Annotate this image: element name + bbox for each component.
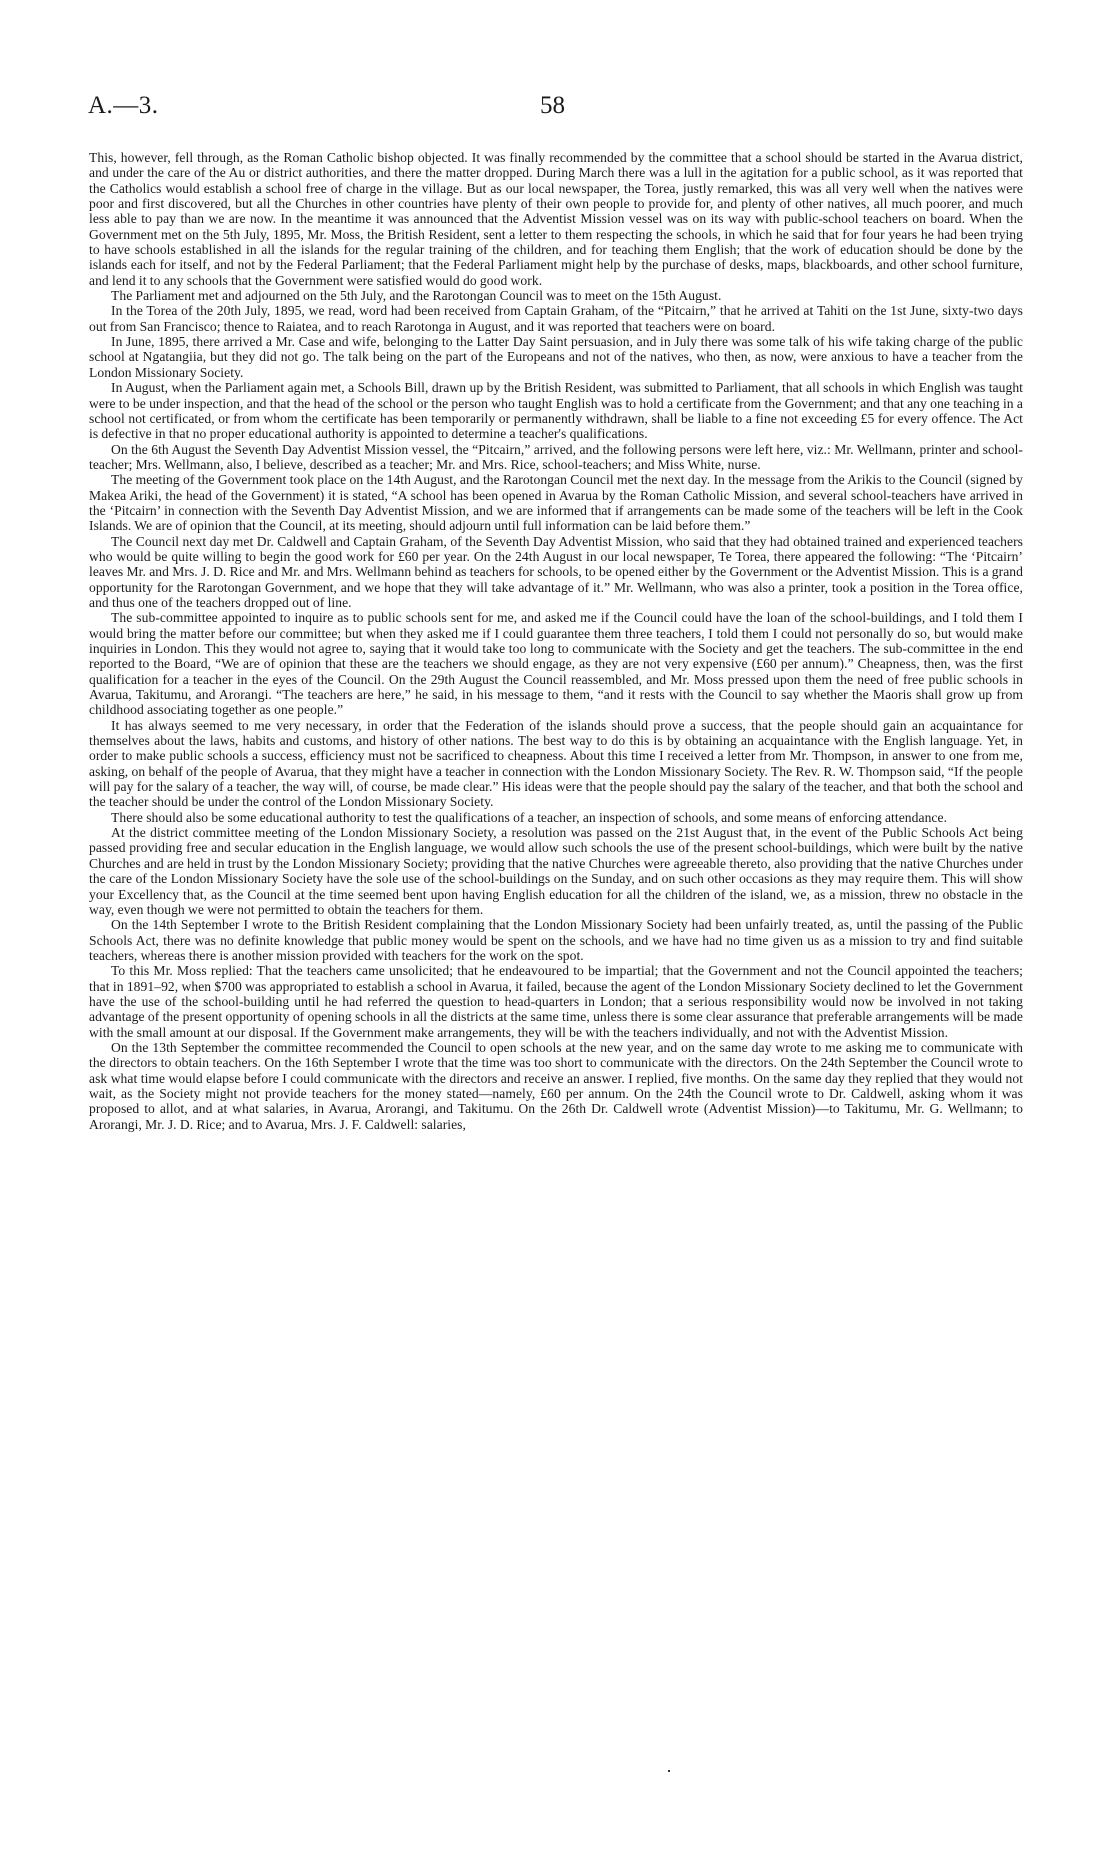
body-text	[89, 150, 1023, 1132]
page-number: 58	[540, 92, 565, 119]
paragraph: The sub-committee appointed to inquire as to public schools sent for me, and asked me if the Council could have the loan of the school-buildings, and I told them I would bring the matter before our committee; but when they asked me if I could guarantee them three teachers, I told them I could not personally do so, but would make inquiries in London. This they would not agree to, saying that it would take too long to communicate with the Society and get the teachers. The sub-committee in the end reported to the Board, “We are of opinion that these are the teachers we should engage, as they are not very expensive (£60 per annum).” Cheapness, then, was the first qualification for a teacher in the eyes of the Council. On the 29th August the Council reassembled, and Mr. Moss pressed upon them the need of free public schools in Avarua, Takitumu, and Arorangi. “The teachers are here,” he said, in his message to them, “and it rests with the Council to say whether the Maoris shall grow up from childhood associating together as one people.”	[89, 610, 1023, 718]
paragraph: At the district committee meeting of the London Missionary Society, a resolution was passed on the 21st August that, in the event of the Public Schools Act being passed providing free and secular education in the English language, we would allow such schools the use of the present school-buildings, which were built by the native Churches and are held in trust by the London Missionary Society; providing that the native Churches were agreeable thereto, also providing that the native Churches under the care of the London Missionary Society have the sole use of the school-buildings on the Sunday, and on such other occasions as they may require them. This will show your Excellency that, as the Council at the time seemed bent upon having English education for all the children of the island, we, as a mission, threw no obstacle in the way, even though we were not permitted to obtain the teachers for them.	[89, 825, 1023, 917]
paragraph: It has always seemed to me very necessary, in order that the Federation of the islands should prove a success, that the people should gain an acquaintance for themselves about the laws, habits and customs, and history of other nations. The best way to do this is by obtaining an acquaintance with the English language. Yet, in order to make public schools a success, efficiency must not be sacrificed to cheapness. About this time I received a letter from Mr. Thompson, in answer to one from me, asking, on behalf of the people of Avarua, that they might have a teacher in connection with the London Missionary Society. The Rev. R. W. Thompson said, “If the people will pay for the salary of a teacher, the way will, of course, be made clear.” His ideas were that the people should pay the salary of the teacher, and that both the school and the teacher should be under the control of the London Missionary Society.	[89, 717, 1023, 810]
paragraph: The Parliament met and adjourned on the 5th July, and the Rarotongan Council was to meet on the 15th August.	[111, 288, 722, 304]
paragraph: On the 6th August the Seventh Day Adventist Mission vessel, the “Pitcairn,” arrived, and the following persons were left here, viz.: Mr. Wellmann, printer and school-teacher; Mrs. Wellmann, also, I believe, described as a teacher; Mr. and Mrs. Rice, school-teachers; and Miss White, nurse.	[89, 441, 1023, 472]
paragraph: On the 13th September the committee recommended the Council to open schools at the new year, and on the same day wrote to me asking me to communicate with the directors to obtain teachers. On the 16th September I wrote that the time was too short to communicate with the directors. On the 24th September the Council wrote to ask what time would elapse before I could communicate with the directors and receive an answer. I replied, five months. On the same day they replied that they would not wait, as the Society might not provide teachers for the money stated—namely, £60 per annum. On the 24th the Council wrote to Dr. Caldwell, asking whom it was proposed to allot, and at what salaries, in Avarua, Arorangi, and Takitumu. On the 26th Dr. Caldwell wrote (Adventist Mission)—to Takitumu, Mr. G. Wellmann; to Arorangi, Mr. J. D. Rice; and to Avarua, Mrs. J. F. Caldwell: salaries,	[89, 1039, 1023, 1132]
paragraph: On the 14th September I wrote to the British Resident complaining that the London Missionary Society had been unfairly treated, as, until the passing of the Public Schools Act, there was no definite knowledge that public money would be spent on the schools, and we have had no time given us as a mission to try and find suitable teachers, whereas there is another mission provided with teachers for the work on the spot.	[89, 917, 1023, 963]
paragraph: To this Mr. Moss replied: That the teachers came unsolicited; that he endeavoured to be impartial; that the Government and not the Council appointed the teachers; that in 1891–92, when $700 was appropriated to establish a school in Avarua, it failed, because the agent of the London Missionary Society declined to let the Government have the use of the school-building until he had referred the question to head-quarters in London; that a serious responsibility would now be involved in not taking advantage of the present opportunity of opening schools in all the districts at the same time, unless there is some clear assurance that preferable arrangements will be made with the small amount at our disposal. If the Government make arrangements, they will be with the teachers individually, and not with the Adventist Mission.	[89, 963, 1023, 1040]
paragraph: This, however, fell through, as the Roman Catholic bishop objected. It was finally recommended by the committee that a school should be started in the Avarua district, and under the care of the Au or district authorities, and there the matter dropped. During March there was a lull in the agitation for a public school, as it was reported that the Catholics would establish a school free of charge in the village. But as our local newspaper, the Torea, justly remarked, this was all very well when the natives were poor and first discovered, but all the Churches in other countries have plenty of their own people to provide for, and plenty of other natives, all much poorer, and much less able to pay than we are now. In the meantime it was announced that the Adventist Mission vessel was on its way with public-school teachers on board. When the Government met on the 5th July, 1895, Mr. Moss, the British Resident, sent a letter to them respecting the schools, in which he said that for four years he had been trying to have schools established in all the islands for the regular training of the children, and for teaching them English; that the work of education should be done by the islands each for itself, and not by the Federal Parliament; that the Federal Parliament might help by the purchase of desks, maps, blackboards, and other school furniture, and lend it to any schools that the Government were satisfied would do good work.	[89, 150, 1023, 288]
paragraph: The meeting of the Government took place on the 14th August, and the Rarotongan Council met the next day. In the message from the Arikis to the Council (signed by Makea Ariki, the head of the Government) it is stated, “A school has been opened in Avarua by the Roman Catholic Mission, and several school-teachers have arrived in the ‘Pitcairn’ in connection with the Seventh Day Adventist Mission, and we are informed that if arrangements can be made some of the teachers will be left in the Cook Islands. We are of opinion that the Council, at its meeting, should adjourn until full information can be laid before them.”	[89, 472, 1023, 534]
paragraph: The Council next day met Dr. Caldwell and Captain Graham, of the Seventh Day Adventist Mission, who said that they had obtained trained and experienced teachers who would be quite willing to begin the good work for £60 per year. On the 24th August in our local newspaper, Te Torea, there appeared the following: “The ‘Pitcairn’ leaves Mr. and Mrs. J. D. Rice and Mr. and Mrs. Wellmann behind as teachers for schools, to be opened either by the Government or the Adventist Mission. This is a grand opportunity for the Rarotongan Government, and we hope that they will take advantage of it.” Mr. Wellmann, who was also a printer, took a position in the Torea office, and thus one of the teachers dropped out of line.	[89, 533, 1023, 610]
paragraph: In August, when the Parliament again met, a Schools Bill, drawn up by the British Resident, was submitted to Parliament, that all schools in which English was taught were to be under inspection, and that the head of the school or the person who taught English was to hold a certificate from the Government; and that any one teaching in a school not certificated, or from whom the certificate has been temporarily or permanently withdrawn, shall be liable to a fine not exceeding £5 for every offence. The Act is defective in that no proper educational authority is appointed to determine a teacher's qualifications.	[89, 380, 1023, 442]
print-speck	[668, 1770, 670, 1772]
paragraph: There should also be some educational authority to test the qualifications of a teacher, an inspection of schools, and some means of enforcing attendance.	[111, 809, 948, 825]
paragraph: In June, 1895, there arrived a Mr. Case and wife, belonging to the Latter Day Saint persuasion, and in July there was some talk of his wife taking charge of the public school at Ngatangiia, but they did not go. The talk being on the part of the Europeans and not of the natives, who then, as now, were anxious to have a teacher from the London Missionary Society.	[89, 334, 1023, 380]
paragraph: In the Torea of the 20th July, 1895, we read, word had been received from Captain Graham, of the “Pitcairn,” that he arrived at Tahiti on the 1st June, sixty-two days out from San Francisco; thence to Raiatea, and to reach Rarotonga in August, and it was reported that teachers were on board.	[89, 303, 1023, 334]
document-reference: A.—3.	[88, 92, 159, 119]
